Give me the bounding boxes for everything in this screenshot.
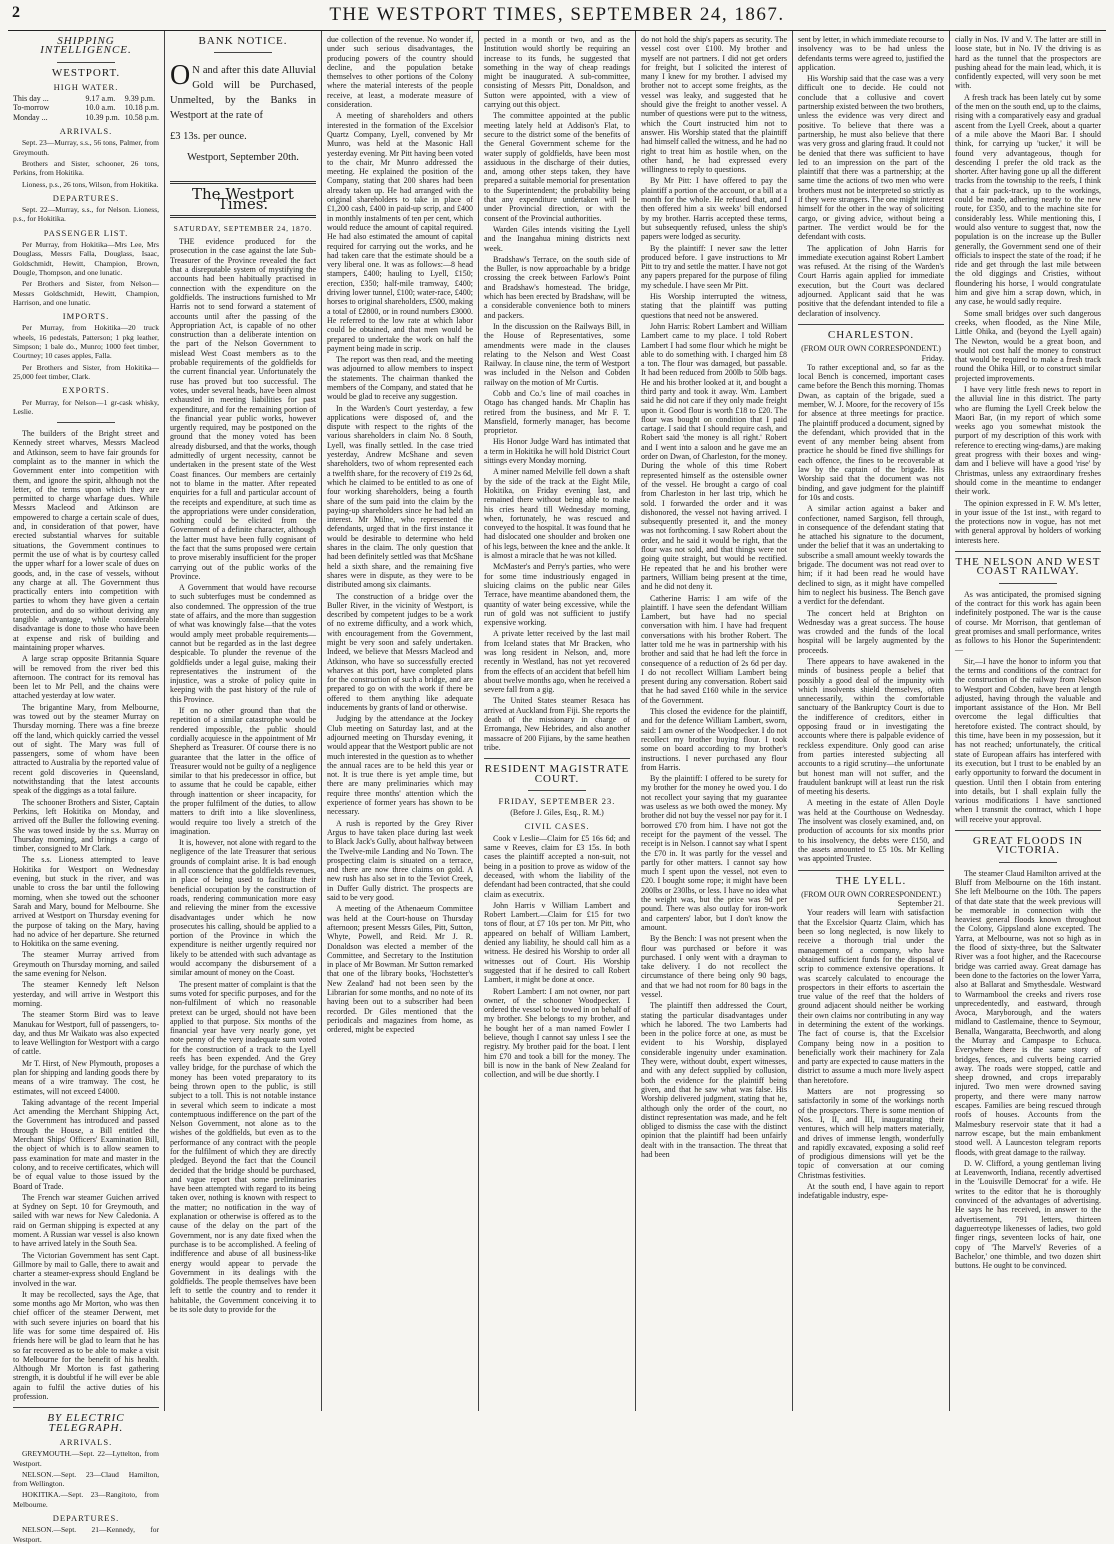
arrival-entry: Brothers and Sister, schooner, 26 tons, Perkins, from Hokitika.: [13, 158, 159, 178]
article-paragraph: Judging by the attendance at the Jockey Club meeting on Saturday last, and at the adjourned meeting on Thursday evening, it would appear that the Westport public are not much interested in the question as to whether the annual races are to be held this year or not. It is true there is yet ample time, but there are many preliminaries which may require three months' attention which the experience of former years has shown to be necessary.: [327, 714, 473, 817]
lyell-paragraph: A fresh track has been lately cut by some of the men on the south end, up to the claims, rising with a comparatively easy and gradual ascent from the Lyell Creek, about a quarter of a mile above the Maori Bar. I should think, for carrying up 'tucker,' it will be found very advantageous, though for descending I prefer the old track as the shorter. After having gone up all the different tracks from the township to the reefs, I think that a fair pack-track, up to the workings, could be made, adhering nearly to the new route, for £350, and to the machine site for considerably less. While mentioning this, I would also venture to suggest that, now the population is on the increase up the Buller generally, the Government send one of their officials to inspect the state of the road; if he ride and get through the last mile between the old diggings and Cristies, without floundering his horse, I would congratulate him and give him a scrap down, which, in any case, he would sadly require.: [955, 92, 1101, 307]
lyell-paragraph: Matters are not progressing so satisfactorily in some of the workings north of the prospectors. There is some mention of Nos. I, II, and III, inaugurating their ventures, which will help matters materially, and drives of immense length, wonderfully and rapidly excavated, exposing a solid reef of prodigious dimensions will yet be the topic of conversation at our coming Christmas festivities.: [798, 1087, 944, 1180]
charleston-paragraph: To rather exceptional and, so far as the local Bench is concerned, important cases came before the Bench this morning. Thomas Dwan, as captain of the brigade, sued a member, W. J. Moore, for the recovery of 15s for absence at three meetings for practice. The plaintiff produced a document, signed by the defendant, which provided that in the event of any member being absent from practice he should be fined five shillings for each offence, the fines to be recoverable at law by the captain of the brigade. His Worship said that the document was not binding, and gave judgment for the plaintiff for 10s and costs.: [798, 362, 944, 502]
tel-arrival-entry: NELSON.—Sept. 23—Claud Hamilton, from Wellington.: [13, 1469, 159, 1489]
departure-entry: Sept. 22—Murray, s.s., for Nelson. Lioness, p.s., for Hokitika.: [13, 205, 159, 224]
lyell-paragraph: At the south end, I have again to report indefatigable industry, espe-: [798, 1182, 944, 1201]
lyell-heading: THE LYELL.: [835, 874, 907, 887]
floods-heading: GREAT FLOODS IN VICTORIA.: [972, 835, 1084, 857]
import-entry: Per Murray, from Hokitika—20 truck wheels, 16 pedestals, Patterson; 1 pkg leather, Simpson; 1 bale do., Munro; 1000 feet timber, Courtney; 10 cases apples, Falla.: [13, 323, 159, 361]
tide-cell: 10.39 p.m.: [85, 112, 120, 122]
editorial-paragraph: The present matter of complaint is that the sums voted for specific purposes, and for the non-fulfilment of which no reasonable pretext can be urged, should not have been applied to that purpose. Six months of the financial year have very nearly gone, yet note penny of the very inadequate sum voted for the construction of a track to the Lyell reefs has been expended. And the Grey valley bridge, for the purchase of which the money has been voted preparatory to its being thrown open to the public, is still subject to a toll. This is not notable instance in several which seem to indicate a most contemptuous indifference on the part of the Nelson Government, not alone as to the wishes of the goldfields, but even as to the performance of any contract with the people for the fulfilment of which they are directly pledged. Beyond the fact that the Council decided that the bridge should be purchased, and vague report that some preliminaries have been attempted with regard to its being taken over, nothing is known with respect to the matter; no notification in the way of explanation or otherwise is offered as to the cause of the delay on the part of the Government, nor is any date fixed when the purchase is to be accomplished. A feeling of indifference and abuse of all business-like energy would appear to pervade the Government in its dealings with the goldfields. The people themselves have been left to settle the country and to render it habitable, the Government conceiving it to be its sole duty to provide for the: [170, 979, 316, 1315]
column-4: [479, 31, 636, 1411]
court-paragraph: His Worship said that the case was a very difficult one to decide. He could not conclude that a collusive and covert partnership existed between the two brothers, unless the evidence was very direct and positive. To believe that there was a partnership, he must also believe that there was very gross and glaring fraud. It could not be denied that there was sufficient to have led to an impression on the part of the plaintiff that there was a partnership; at the same time the actions of two men who were brothers must not be interpreted so strictly as if they were strangers. The one might interest himself for the other in the way of soliciting cargo, or giving advice, without being a partner. The verdict would be for the defendant with costs.: [798, 74, 944, 242]
editorial-paragraph: If on no other ground than that the repetition of a similar catastrophe would be rendered impossible, the public should cordially acquiesce in the appointment of Mr Shepherd as Treasurer. Of course there is no guarantee that the latter in the office of Treasurer would not be guilty of a negligence similar to that his predecessor in office, but to assume that he could be capable, either through inattention or sheer incapacity, for the proper fulfilment of the duties, to allow matters to drift into a like slovenliness, would require too lively a stretch of the imagination.: [170, 706, 316, 836]
article-paragraph: Warden Giles intends visiting the Lyell and the Inangahua mining districts next week.: [484, 224, 630, 253]
court-paragraph: By the plaintiff: I offered to be surety for my brother for the money he owed you. I do not recollect your saying that my guarantee was useless as we both owed the money. My brother did not buy the vessel nor pay for it. I borrowed £70 from him. I have not got the receipt for the payment of the vessel. The receipt is in Nelson. I cannot say what I spent the £70 in. It was partly for the vessel and partly for other matters. I cannot say how much I spent upon the vessel, not even to £20. I bought some rope; it might have been 200lbs or 230lbs, or less. I have no idea what the weight was, but the price was 9d per pound. There was also outlay for iron-work and carpenters' labor, but I don't know the amount.: [641, 774, 787, 932]
article-paragraph: pected in a month or two, and as the Institution would shortly be requiring an increase to its funds, he suggested that something in the way of cheap readings might be inaugurated. A sub-committee, consisting of Messrs Pitt, Donaldson, and Sutton were appointed, with a view of carrying out this object.: [484, 35, 630, 110]
court-paragraph: Cook v Leslie—Claim for £5 16s 6d; and same v Reeves, claim for £3 15s. In both cases the plaintiff accepted a non-suit, not being in a position to prove as widow of the deceased, with whom the liability of the defendant had been contracted, that she could claim as executrix.: [484, 833, 630, 899]
divider: [214, 52, 272, 53]
court-paragraph: John Harris v William Lambert and Robert Lambert.—Claim for £15 for two tons of flour, at £7 10s per ton. Mr Pitt, who appeared on behalf of William Lambert, denied any liability, he should call him as a witness. He desired his Worship to order all witnesses out of Court. His Worship suggested that if he desired to call Robert Lambert, it might be done at once.: [484, 900, 630, 985]
charleston-paragraph: The concert held at Brighton on Wednesday was a great success. The house was crowded and the funds of the local hospital will be largely augmented by the proceeds.: [798, 608, 944, 655]
tel-departure-entry: NELSON.—Sept. 21—Kennedy, for Westport.: [13, 1525, 159, 1544]
telegraph-heading: BY ELECTRIC TELEGRAPH.: [47, 1412, 125, 1434]
divider: [999, 862, 1057, 863]
railway-paragraph: Sir,—I have the honor to inform you that the terms and conditions of the contract for the construction of the railway from Nelson to Westport and Cobden, have been at length adjusted, having through the valuable and important assistance of the Hon. Mr Bell overcome the legal difficulties that heretofore existed. The contract should, by this time, have been in my possession, but it has not reached; unfortunately, the critical state of European affairs has interfered with its execution, but I trust to be enabled by an early opportunity to forward the document in question. Until then I obtain from entering into details, but I shall explain fully the various modifications I have sanctioned when I transmit the contract, which I hope will receive your approval.: [955, 656, 1101, 824]
tel-arrivals-heading: ARRIVALS.: [59, 1436, 113, 1447]
tel-arrival-entry: GREYMOUTH.—Sept. 22—Lyttelton, from Westport.: [13, 1449, 159, 1468]
column-1: [8, 31, 165, 1544]
court-paragraph: The plaintiff then addressed the Court, stating the particular disadvantages under which he labored. The two Lamberts had been in the police force at one, as must be evident to his Worship, displayed considerable ingenuity under examination. They were, without doubt, expert witnesses, and with any defect supplied by collusion, both the evidence for the plaintiff being given, and that he saw what was false. His Worship delivered judgment, stating that he, although only the order of the court, no distinct representation was made, and he felt obliged to dismiss the case with the distinct opinion that the plaintiff had been unfairly dealt with in the transaction. The threat that had been: [641, 1001, 787, 1160]
passenger-list-heading: PASSENGER LIST.: [43, 227, 129, 238]
court-paragraph: This closed the evidence for the plaintiff, and for the defence William Lambert, sworn, said: I am owner of the Woodpecker. I do not recollect my brother buying flour. I took some on board according to my brother's instructions. I never purchased any flour from Harris.: [641, 707, 787, 772]
issue-dateline: SATURDAY, SEPTEMBER 24, 1870.: [173, 223, 313, 233]
tel-arrival-entry: HOKITIKA.—Sept. 23—Rangitoto, from Melbourne.: [13, 1490, 159, 1509]
lyell-paragraph: Some small bridges over such dangerous creeks, when flooded, as the Nine Mile, Little Ohika, and (beyond the Lyell again) The Newton, would be a great boon, and would not cost half the money to construct that would be required to make a fresh track round the Ohika Hill, or to construct similar projected improvements.: [955, 308, 1101, 383]
arrivals-heading: ARRIVALS.: [59, 126, 113, 137]
charleston-heading: CHARLESTON.: [827, 328, 915, 341]
columns: [8, 31, 1106, 1544]
article-paragraph: McMaster's and Perry's parties, who were for some time industriously engaged in sluicing claims on the public near Giles Terrace, have meantime abandoned them, the quantity of water being excessive, while the run of gold was not sufficient to justify expensive working.: [484, 562, 630, 628]
editorial-paragraph: It is, however, not alone with regard to the negligence of the late Treasurer that serious grounds of complaint arise. It is bad enough in all conscience that the goldfields revenues, in place of being used to facilitate their beneficial occupation by the construction of roads, rendering communication more easy and relieving the miner from the excessive disadvantages under which he now prosecutes his calling, should be applied to a portion of the Province in which the expenditure is neither urgently required nor likely to be attended with such advantage as would accompany the disbursement of a similar amount of money on the Coast.: [170, 838, 316, 978]
column-6: [793, 31, 950, 1411]
article-paragraph: The construction of a bridge over the Buller River, in the vicinity of Westport, is described by competent judges to be a work of no extreme difficulty, and a work which, with encouragement from the Government, might be very soon and safely undertaken. Indeed, we believe that Messrs Macleod and Atkinson, who have so successfully erected wharves at this port, have completed plans for the construction of such a bridge, and are prepared to go on with the work if there be offered to them anything like adequate inducements by grants of land or otherwise.: [327, 591, 473, 713]
drop-cap: O: [170, 60, 191, 92]
newspaper-running-title: THE WESTPORT TIMES, SEPTEMBER 24, 1867.: [329, 4, 785, 25]
bank-notice-heading: BANK NOTICE.: [198, 35, 288, 47]
article-paragraph: The report was then read, and the meeting was adjourned to allow members to inspect the statements. The chairman thanked the members of the Company, and stated that he would be glad to receive any suggestion.: [327, 355, 473, 402]
divider: [955, 830, 1101, 831]
column-2: [165, 31, 322, 1411]
court-presiding: (Before J. Giles, Esq., R. M.): [510, 808, 604, 818]
arrival-entry: Sept. 23—Murray, s.s., 56 tons, Palmer, from Greymouth.: [13, 138, 159, 157]
lyell-paragraph: The opinion expressed in F. W. M's letter, in your issue of the 1st inst., with regard to the protections now in vogue, has not met with general approval by holders of working interests here.: [955, 498, 1101, 545]
divider: [57, 422, 115, 423]
article-paragraph: In the discussion on the Railways Bill, in the House of Representatives, some amendments were made in the clauses relating to the Nelson and West Coast Railway. In clause nine, the term of Westport was included in the Nelson and Cobden railway on the motion of Mr Curtis.: [484, 321, 630, 387]
column-7: [950, 31, 1106, 1411]
correspondent-note: (FROM OUR OWN CORRESPONDENT.): [801, 344, 941, 354]
article-paragraph: His Honor Judge Ward has intimated that a term in Hokitika he will hold District Court sittings every Monday morning.: [484, 437, 630, 466]
article-paragraph: The United States steamer Resaca has arrived at Auckland from Fiji. She reports the death of the missionary in charge of Erromanga, New Hebrides, and also another massacre of 200 Fijians, by the same heathen tribe.: [484, 696, 630, 752]
tide-cell: 10.18 p.m.: [124, 103, 159, 113]
court-date: FRIDAY, SEPTEMBER 23.: [498, 795, 616, 806]
editorial-paragraph: THE evidence produced for the prosecution in the case against the late Sub-Treasurer of the Province revealed the fact that a disreputable system of mystifying the accounts had been habitually practised in connection with the expenditure on the goldfields. The instructions furnished to Mr Harris not to send forward a statement of accounts until after the passing of the Appropriation Act, is capable of no other construction than a deliberate intention on the part of the Nelson Government to mislead West Coast members as to the probable requirements of the goldfields for the current financial year. Unfortunately the ruse has proved but too successful. The votes, under several heads, have been almost exhausted in meeting liabilities for past expenditure, and for the remaining portion of the financial year public works, however urgently required, may be postponed on the ground that the money voted has been already disbursed, and that the works, though admittedly of urgent necessity, cannot be undertaken in the present state of the West Coast finances. Our members are certainly not to blame in the matter. After repeated enquiries for a full and particular account of the receipts and expenditure, at such time as the appropriations were under consideration, nothing could be elicited from the Government of a definite character, although the latter must have been fully cognisant of the fact that the sums proposed were certain to prove miserably insufficient for the proper carrying out of the public works of the Province.: [170, 237, 316, 581]
floods-paragraph: D. W. Clifford, a young gentleman living at Leavenworth, Indiana, recently advertised in the 'Louisville Democrat' for a wife. He writes to the editor that he is thoroughly convinced of the advantages of advertising. He says he has received, in answer to the advertisement, 791 letters, thirteen daguerreotype likenesses of ladies, two gold finger rings, seventeen locks of hair, one copy of 'The Marvel's' Reveries of a Bachelor,' one thimble, and two dozen shirt buttons. He ought to be convinced.: [955, 1158, 1101, 1271]
divider: [798, 870, 944, 871]
lyell-paragraph: Your readers will learn with satisfaction that the Excelsior Quartz Claim, which has been so long neglected, is now likely to receive a thorough trial under the management of a company, who have obtained sufficient funds for the disposal of scrip to commence extensive operations. It was scarcely calculated to encourage the prospectors in their efforts to ascertain the true value of the reef that the holders of ground adjacent should neither be working their own claims nor contributing in any way in determining the extent of the workings. The fact of course is, that the Excelsior Company being now in a position to beneficially work their machinery for Zala and party are expected to cause matters in the district to assume a much more lively aspect than heretofore.: [798, 908, 944, 1085]
railway-heading: THE NELSON AND WEST COAST RAILWAY.: [955, 556, 1101, 578]
divider: [999, 583, 1057, 584]
divider: [57, 62, 115, 63]
bank-notice: [170, 59, 316, 175]
article-paragraph: Taking advantage of the recent Imperial Act amending the Merchant Shipping Act, the Government has introduced and passed through the House, a Bill entitled the Merchant Ships' Officers' Examination Bill, the object of which is to allow seamen to pass examination for mate and master in the colony, and to receive certificates, which will be of equal value to those issued by the Board of Trade.: [13, 1097, 159, 1191]
court-paragraph: By Mr Pitt: I have offered to pay the plaintiff a portion of the account, or a bill at a month for the whole. He refused that, and I then offered him a six weeks' bill endorsed by my brother. Harris accepted these terms, but subsequently refused, unless the ship's papers were lodged as security.: [641, 176, 787, 242]
notice-body: N and after this date Alluvial Gold will be Purchased, Unmelted, by the Banks in Westport at the rate of: [170, 65, 316, 122]
article-paragraph: The committee appointed at the public meeting lately held at Addison's Flat, to secure to the district some of the benefits of the General Government scheme for the water supply of goldfields, have been most assiduous in the discharge of their duties, and, among other steps taken, they have prepared a suitable memorial for presentation to the Superintendent; the probability being that any expenditure undertaken will be under Provincial direction, or with the consent of the Provincial authorities.: [484, 111, 630, 223]
lyell-paragraph: I have very little fresh news to report in the alluvial line in this district. The party who are fluming the Lyell Creek below the Maori Bar, (in my report of which some weeks ago you somewhat mistook the purport of my description of this work with reference to erecting wing-dams,) are making great progress with their boxes and wing-dam and I believe will have a good 'rise' by Christmas, unless any extraordinary freshes should come in the meantime to endanger their work.: [955, 384, 1101, 497]
article-paragraph: The s.s. Lioness attempted to leave Hokitika for Westport on Wednesday evening, but stuck in the river, and was unable to cross the bar until the following morning, when she towed out the schooner Sarah and Mary, bound for Melbourne. She arrived at Westport on Thursday evening for the purpose of taking on the Mary, having had no advice of her departure. She returned to Hokitika on the same evening.: [13, 855, 159, 949]
page-number: 2: [12, 4, 20, 21]
floods-paragraph: The steamer Claud Hamilton arrived at the Bluff from Melbourne on the 16th instant. She left Melbourne on the 10th. The papers of that date state that the week previous will be memorable in connection with the heaviest general floods known throughout the Colony, Gippsland alone excepted. The Yarra, at Melbourne, was not so high as in the flood of sixty-three, but the Saltwater River was a foot higher, and the Racecourse bridge was carried away. Great damage has been done to the factories on the lower Yarra, also at Ballarat and Smythesdale. Westward to Warrnambool the creeks and rivers rose unprecedentedly, and eastward, through Avoca, Maryborough, and the waters midland to Castlemaine, thence to Seymour, Benalla, Wangaratta, Beechworth, and along the Murray and Campaspe to Echuca. Everywhere there is the same story of bridges, fences, and culverts being carried away. The roads were stopped, cattle and sheep drowned, and crops irreparably injured. Two men were drowned saving property, and there were many narrow escapes. Families are being rescued through roofs of houses. Accounts from the Malmesbury reservoir state that it had a narrow escape, but the main embankment stood well. A Launceston telegram reports floods, with great damage to the railway.: [955, 868, 1101, 1157]
article-paragraph: The builders of the Bright street and Kennedy street wharves, Messrs Macleod and Atkinson, seem to have fair grounds for complaint as to the manner in which the Government enter into competition with them, and ignore the spirit, although not the letter, of the terms upon which they are permitted to charge wharfage dues. While Messrs Macleod and Atkinson are empowered to charge a certain scale of dues, and, in consideration of that power, have erected substantial wharves for suitable situations, the Government continues to permit the use of what is by courtesy called the upper wharf for a lower scale of dues on goods, and, in the case of vessels, without any charge at all. The Government thus practically enters into competition with parties to whom they have given a certain protection, and do so without deriving any tangible advantage, while considerable disadvantage is done to those who have been at expense and risk of building and maintaining proper wharves.: [13, 429, 159, 652]
court-paragraph: Catherine Harris: I am wife of the plaintiff. I have seen the defendant William Lambert, but have had no special conversation with him. I have had frequent conversations with his brother Robert. The latter told me he was in partnership with his brother and said that he had left the force in consequence of a reduction of 2s 6d per day. I do not recollect William Lambert being present during any conversation. Robert said that he had saved £160 while in the service of the Government.: [641, 593, 787, 705]
imports-heading: IMPORTS.: [62, 311, 110, 322]
article-paragraph: The French war steamer Guichen arrived at Sydney on Sept. 10 for Greymouth, and sailed with war news for New Caledonia. A raid on German shipping is expected at any moment. A Russian war vessel is also known to have arrived lately in the South Sea.: [13, 1192, 159, 1249]
court-paragraph: The application of John Harris for immediate execution against Robert Lambert was refused. At the rising of the Warden's Court Harris again applied for immediate execution, but the Court was declared adjourned. Applicant said that he was positive that the defendant intended to file a declaration of insolvency.: [798, 243, 944, 318]
departures-heading: DEPARTURES.: [52, 192, 120, 203]
court-paragraph: do not hold the ship's papers as security. The vessel cost over £100. My brother and myself are not partners. I did not get orders for freight, but I solicited the interest of many I knew for my brother. I advised my brother not to accept some freights, as the vessel was leaky, and suggested that he should give the freight to another vessel. A number of questions were put to the witness, which the Court instructed him not to answer. His Worship stated that the plaintiff had himself called the witness, and he had no right to treat him as hostile when, on the other hand, he had expressed every willingness to reply to questions.: [641, 35, 787, 175]
passenger-entry: Per Murray, from Hokitika—Mrs Lee, Mrs Douglass, Messrs Falla, Douglass, Isaac, Goldschmidt, Hewitt, Champion, Brown, Dougle, Thompson, and one lunatic.: [13, 240, 159, 277]
tide-cell: 10.58 p.m.: [124, 112, 159, 122]
tide-table: [13, 94, 159, 122]
railway-paragraph: As was anticipated, the promised signing of the contract for this work has again been indefinitely postponed. The war is the cause of course. Mr Morrison, that gentleman of great promises and small performance, writes as follows to his Honor the Superintendent:—: [955, 589, 1101, 655]
divider: [955, 551, 1101, 552]
notice-signature: Westport, September 20th.: [187, 152, 299, 164]
passenger-entry: Per Brothers and Sister, from Nelson—Messrs Goldschmidt, Hewitt, Champion, Harrison, and one lunatic.: [13, 279, 159, 307]
article-paragraph: A meeting of the Athenaeum Committee was held at the Court-house on Thursday afternoon; present Messrs Giles, Pitt, Sutton, Whyte, Powell, and Reid. Mr J. R. Donaldson was elected a member of the Committee, and Secretary to the Institution in place of Mr Bowman. Mr Sutton remarked that one of the library books, 'Hochstetter's New Zealand' had not been seen by the Librarian for some months, and no note of its having been out to a subscriber had been recorded. Dr Giles mentioned that the periodicals and magazines from home, as ordered, might be expected: [327, 904, 473, 1035]
charleston-paragraph: There appears to have awakened in the minds of business people a belief that possibly a good deal of the impunity with which insolvents shield themselves, often unnecessarily, within the comfortable sanctuary of the Bankruptcy Court is due to the indifference of creditors, either in opposing fraud or in investigating the accounts where there is palpable evidence of reckless expenditure. Only good can arise from parties interested subjecting all accounts to a rigid scrutiny—the unfortunate but honest man will not suffer, and the fraudulent bankrupt will at least run the risk of meeting his deserts.: [798, 657, 944, 797]
article-paragraph: Bradshaw's Terrace, on the south side of the Buller, is now approachable by a bridge crossing the creek between Farlow's Point and Bradshaw's homestead. The bridge, which has been erected by Bradshaw, will be a considerable convenience both to miners and packers.: [484, 254, 630, 320]
article-paragraph: A rush is reported by the Grey River Argus to have taken place during last week to Black Jack's Gully, about halfway between the Twelve-mile Landing and No Town. The prospecting claim is situated on a terrace, and there are now three claims on gold. A new rush has also set in to the Teviot Creek, in Duffer Gully district. The prospects are said to be very good.: [327, 818, 473, 903]
article-paragraph: Cobb and Co.'s line of mail coaches in Otago has changed hands. Mr Chaplin has retired from the business, and Mr F. T. Mansfield, formerly manager, has become proprietor.: [484, 388, 630, 436]
paper-nameplate: The Westport Times.: [192, 185, 294, 213]
court-paragraph: John Harris: Robert Lambert and William Lambert came to my place. I told Robert Lambert I had some flour which he might be able to do something with. I charged him £8 a ton. The flour was damaged, but passable. It had been reduced from 200lb to 50lb bags. He and his brother looked at it, and bought a third party and took it away. Wm. Lambert said he did not care if they only made freight upon it. Good flour is worth £18 to £20. The flour was bought on condition that I paid cartage. I said that I should require cash, and Robert said 'the money is all right.' Robert and I went into a saloon and he gave me an order on Dwan, of Charleston, for the money. During the whole of this time Robert represented himself as the ostensible owner of the vessel. He brought a cargo of coal from Charleston in her last trip, which he sold. I forwarded the order and it was dishonored, the vessel not having arrived. I subsequently presented it, and the money was not forthcoming. I saw Robert about the order, and he said it would be right, that the flour was not sold, and that things were not going quite straight, but would be rectified. He repeated that he and his brother were partners, William being present at the time, and he did not deny it.: [641, 321, 787, 592]
article-paragraph: due collection of the revenue. No wonder if, under such serious disadvantages, the producing powers of the country should decline, and the population betake themselves to other portions of the Colony where the material interests of the people receive, at least, a moderate measure of consideration.: [327, 35, 473, 110]
divider: [170, 215, 316, 218]
article-paragraph: A miner named Melville fell down a shaft by the side of the track at the Eight Mile, Hokitika, on Friday evening last, and remained there without being able to make his cries heard till Wednesday morning, when, fortunately, he was rescued and conveyed to the hospital. It was found that he had dislocated one shoulder and broken one of his legs, between the knee and the ankle. It is almost a miracle that he was not killed.: [484, 467, 630, 561]
notice-rate: £3 13s. per ounce.: [170, 131, 247, 143]
court-paragraph: sent by letter, in which immediate recourse to insolvency was to be had unless the defendants terms were agreed to, justified the application.: [798, 35, 944, 72]
arrival-entry: Lioness, p.s., 26 tons, Wilson, from Hokitika.: [22, 179, 159, 189]
charleston-paragraph: A meeting in the estate of Allen Doyle was held at the Courthouse on Wednesday. The insolvent was closely examined, and, on production of accounts for six months prior to his insolvency, the debts were £150, and the assets amounted to £5 10s. Mr Kelling was appointed Trustee.: [798, 798, 944, 864]
exports-heading: EXPORTS.: [62, 385, 110, 396]
article-paragraph: The schooner Brothers and Sister, Captain Perkins, left Hokitika on Monday, and arrived off the Buller the following evening. She was towed inside by the s.s. Murray on Thursday morning, and brings a cargo of timber, consigned to Mr Clark.: [13, 797, 159, 854]
article-paragraph: The Victorian Government has sent Capt. Gillmore by mail to Galle, there to await and charter a steamer-express should England be involved in the war.: [13, 1250, 159, 1288]
article-paragraph: A meeting of shareholders and others interested in the formation of the Excelsior Quartz Company, Lyell, convened by Mr Munro, was held at the Masonic Hall yesterday evening. Mr Pitt having been voted to the chair, Mr Munro addressed the meeting. He explained the position of the Company, stating that 200 shares had been already taken up. He had arranged with the original shareholders to take in place of £1,200 cash, £400 in paid-up scrip, and £400 in monthly instalments of ten per cent, which would reduce the amount of capital required. He had also estimated the amount of capital required for carrying out the works, and he had taken care that the estimate should be a very liberal one. It was as follows:—8 head stampers, £400; hauling to Lyell, £150; erection, £350; half-mile tramway, £400; driving lower tunnel, £100; water-race, £400; horses to original shareholders, £500, making a total of £2800, or in round numbers £3000. He referred to the low rate at which labor could be obtained, and that men would be prepared to undertake the work on half the payment being made in scrip.: [327, 111, 473, 353]
court-paragraph: By the plaintiff: I never saw the letter produced before. I gave instructions to Mr Pitt to try and settle the matter. I have not got any papers prepared for the purpose of filing my schedule. I have seen Mr Pitt.: [641, 243, 787, 290]
masthead: [8, 0, 1106, 31]
editorial-paragraph: A Government that would have recourse to such subterfuges must be condemned as also condemned. The oppression of the true state of affairs, and the more than suggestion of what was knowingly false—that the votes would amply meet probable requirements—cannot but be regarded as in the last degree despicable. To plunder the revenue of the goldfields under a legal guise, making their representatives the instrument of the injustice, was a stroke of policy quite in keeping with the past history of the rule of this Province.: [170, 583, 316, 704]
article-paragraph: The brigantine Mary, from Melbourne, was towed out by the steamer Murray on Thursday morning. There was a fine breeze off the land, which quickly carried the vessel out of sight. The Mary was full of passengers, some of whom have been attracted to Australia by the reported value of recent gold discoveries in Queensland, notwithstanding that the latest accounts speak of the diggings as a total failure.: [13, 702, 159, 796]
tide-cell: This day ...: [13, 94, 49, 104]
column-3: [322, 31, 479, 1411]
lyell-paragraph: cially in Nos. IV and V. The latter are still in loose state, but in No. IV the driving is as hard as the tunnel that the prospectors are pushing ahead for the main lead, which, it is confidently expected, will very soon be met with.: [955, 35, 1101, 91]
court-paragraph: Robert Lambert: I am not owner, nor part owner, of the schooner Woodpecker. I ordered the vessel to be towed in on behalf of my brother. She belongs to my brother, and he bought her of a man named Fowler I believe, though I cannot say unless I see the registry. My brother paid for the boat. I lent him £70 and took a bill for the money. The bill is now in the bank of New Zealand for collection, and will be due shortly. I: [484, 986, 630, 1080]
column-5: [636, 31, 793, 1411]
port-heading: WESTPORT.: [51, 66, 121, 79]
import-entry: Per Brothers and Sister, from Hokitika—25,000 feet timber, Clark.: [13, 362, 159, 381]
correspondent-note: (FROM OUR OWN CORRESPONDENT.): [801, 889, 941, 899]
report-date: September 21.: [897, 899, 944, 909]
court-paragraph: By the Bench: I was not present when the flour was purchased or before it was purchased. I only went with a drayman to take delivery. I do not recollect the circumstance of there being only 90 bags, and that we had not room for 80 bags in the vessel.: [641, 934, 787, 999]
charleston-paragraph: A similar action against a baker and confectioner, named Sargison, fell through, in consequence of the defendant stating that he attached his signature to the document, under the belief that it was an undertaking to subscribe a small amount weekly towards the brigade. The document was not read over to him; if it had been read he would have declined to sign, as it might have compelled him to neglect his business. The Bench gave a verdict for the defendant.: [798, 504, 944, 607]
tide-cell: 9.39 p.m.: [124, 94, 155, 104]
divider: [798, 324, 944, 325]
article-paragraph: The steamer Murray arrived from Greymouth on Thursday morning, and sailed the same evening for Nelson.: [13, 950, 159, 979]
divider: [170, 181, 316, 184]
export-entry: Per Murray, for Nelson—1 gr-cask whisky, Leslie.: [13, 397, 159, 416]
article-paragraph: A private letter received by the last mail from Iceland states that Mr Bracken, who was long resident in Nelson, and, more recently in Westland, has not yet recovered from the effects of an accident that befell him about twelve months ago, when he received a severe fall from a gig.: [484, 629, 631, 695]
article-paragraph: A large scrap opposite Britannia Square will be removed from the river bed this afternoon. The contract for its removal has been let to Mr Pell, and the chains were attached yesterday at low water.: [13, 654, 159, 701]
civil-cases-heading: CIVIL CASES.: [524, 821, 590, 832]
shipping-heading: SHIPPING INTELLIGENCE.: [40, 35, 132, 57]
tide-cell: To-morrow: [13, 103, 50, 113]
tide-cell: 10.0 a.m.: [85, 103, 116, 113]
tide-cell: 9.17 a.m.: [85, 94, 116, 104]
divider: [13, 1407, 159, 1408]
article-paragraph: The steamer Storm Bird was to leave Manukau for Westport, full of passengers, to-day, and thus Mr Waikato was also expected to leave Wellington for Westport with a cargo of cattle.: [13, 1010, 159, 1057]
article-paragraph: In the Warden's Court yesterday, a few applications were disposed of, and the dispute with respect to the rights of the various shareholders in claim No. 8 South, Lyell, was finally settled. In the case tried yesterday, Andrew McShane and seven shareholders, two of whom represented each a twelfth share, for the recovery of £19 2s 6d, which he claimed to be entitled to as one of four working shareholders, being a fourth share of the sum paid into the claim by the paying-up shareholders since he had held an interest. Mr Milne, who represented the defendants, urged that in the first instance it would be desirable to determine who held shares in the claim. The only question that had been definitely settled was that McShane held a sixth share, and the remaining five shares were in dispute, as they were to be distributed among six claimants.: [327, 403, 473, 590]
report-day: Friday.: [921, 353, 944, 363]
court-heading: RESIDENT MAGISTRATE COURT.: [484, 763, 630, 785]
article-paragraph: The steamer Kennedy left Nelson yesterday, and will arrive in Westport this morning.: [13, 980, 159, 1008]
divider: [528, 790, 586, 791]
article-paragraph: Mr T. Hirst, of New Plymouth, proposes a plan for shipping and landing goods there by means of a wire tramway. The cost, he estimates, will not exceed £4000.: [13, 1058, 159, 1096]
divider: [484, 758, 630, 759]
high-water-heading: HIGH WATER.: [53, 81, 119, 92]
court-paragraph: His Worship interrupted the witness, stating that the plaintiff was putting questions that need not be answered.: [641, 292, 787, 320]
tel-departures-heading: DEPARTURES.: [52, 1513, 120, 1524]
tide-cell: Monday ...: [13, 112, 48, 122]
article-paragraph: It may be recollected, says the Age, that some months ago Mr Morton, who was then chief officer of the steamer Derwent, met with such severe injuries on board that his life was for some time despaired of. His friends here will be glad to learn that he has so far recovered as to be able to make a visit to Melbourne for the benefit of his health. Although Mr Morton is fast gathering strength, it is doubtful if he will ever be able again to fulfil the active duties of his profession.: [13, 1289, 159, 1402]
